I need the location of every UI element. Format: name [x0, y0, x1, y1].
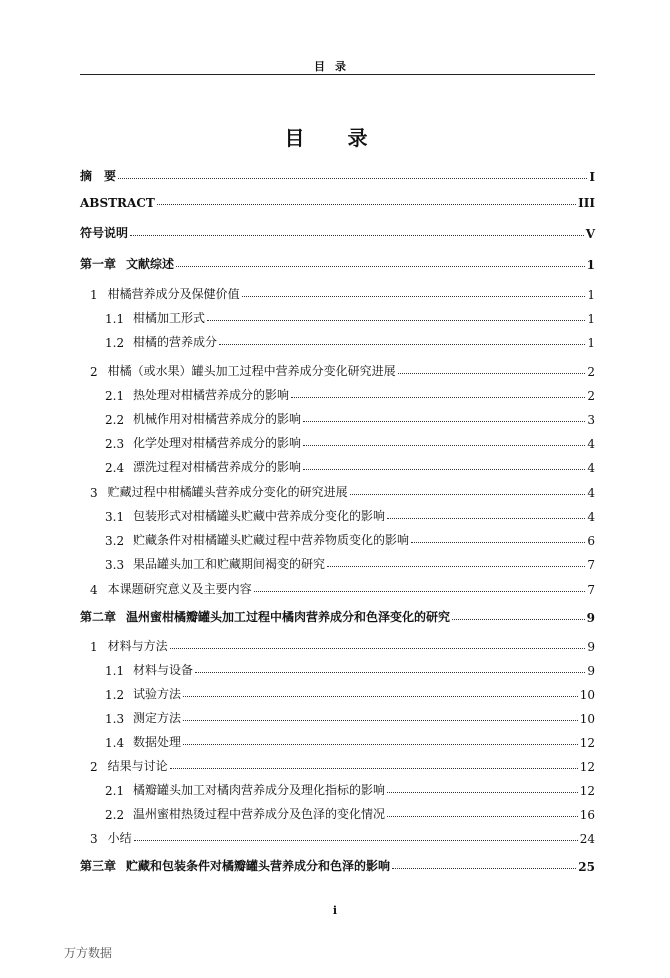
toc-entry-page: I — [589, 170, 595, 184]
dot-leader — [387, 816, 578, 817]
toc-entry-number: 1 — [90, 288, 98, 302]
toc-entry-page: 7 — [587, 558, 595, 572]
toc-entry-title: ABSTRACT — [80, 196, 155, 210]
toc-entry-title: 化学处理对柑橘营养成分的影响 — [133, 436, 302, 450]
toc-entry-number: 3.3 — [105, 558, 125, 572]
dot-leader — [452, 619, 585, 620]
toc-entry[interactable] — [80, 355, 595, 379]
toc-entry-page: 10 — [579, 688, 595, 702]
toc-entry-page: 9 — [587, 640, 595, 654]
toc-entry-page: V — [585, 227, 595, 241]
toc-entry[interactable] — [80, 403, 595, 427]
toc-entry-number: 3.2 — [105, 534, 125, 548]
toc-entry-page: 16 — [579, 808, 595, 822]
toc-entry-title: 柑橘的营养成分 — [133, 335, 218, 349]
toc-entry[interactable] — [80, 774, 595, 798]
toc-entry-number: 1 — [90, 640, 98, 654]
dot-leader — [195, 672, 585, 673]
page-number: i — [332, 904, 338, 917]
dot-leader — [134, 840, 578, 841]
toc-entry[interactable] — [80, 798, 595, 822]
toc-entry[interactable] — [80, 451, 595, 475]
toc-entry-title: 温州蜜柑热烫过程中营养成分及色泽的变化情况 — [133, 807, 386, 821]
toc-entry-page: 2 — [587, 389, 595, 403]
dot-leader — [183, 720, 578, 721]
dot-leader — [170, 768, 578, 769]
toc-entry-number: 1.2 — [105, 688, 125, 702]
toc-entry-number: 1.1 — [105, 664, 125, 678]
toc-entry[interactable] — [80, 160, 595, 184]
toc-entry-title: 柑橘营养成分及保健价值 — [107, 287, 240, 301]
toc-entry[interactable] — [80, 654, 595, 678]
toc-entry-title: 文献综述 — [126, 257, 175, 271]
toc-entry-number: 3 — [90, 832, 98, 846]
toc-entry[interactable] — [80, 476, 595, 500]
dot-leader — [303, 445, 585, 446]
toc-entry-number: 4 — [90, 583, 98, 597]
toc-entry-title: 符号说明 — [80, 226, 129, 240]
toc-entry-number: 2.2 — [105, 413, 125, 427]
toc-entry-title: 橘瓣罐头加工对橘肉营养成分及理化指标的影响 — [133, 783, 386, 797]
toc-entry-page: 3 — [587, 413, 595, 427]
toc-entry-title: 材料与方法 — [107, 639, 168, 653]
toc-entry-title: 贮藏过程中柑橘罐头营养成分变化的研究进展 — [107, 485, 348, 499]
dot-leader — [303, 421, 585, 422]
toc-entry-page: 24 — [579, 832, 595, 846]
toc-entry[interactable] — [80, 850, 595, 874]
toc-entry[interactable] — [80, 500, 595, 524]
toc-entry-title: 数据处理 — [133, 735, 182, 749]
toc-entry[interactable] — [80, 524, 595, 548]
toc-entry[interactable] — [80, 326, 595, 350]
toc-entry-page: 12 — [579, 736, 595, 750]
toc-entry-number: 第三章 — [80, 859, 117, 873]
toc-entry-title: 摘 要 — [80, 169, 117, 183]
toc-entry-number: 2.1 — [105, 784, 125, 798]
toc-entry-number: 3 — [90, 486, 98, 500]
toc-entry-title: 果品罐头加工和贮藏期间褐变的研究 — [133, 557, 326, 571]
toc-entry-title: 漂洗过程对柑橘营养成分的影响 — [133, 460, 302, 474]
dot-leader — [242, 296, 586, 297]
toc-entry-title: 温州蜜柑橘瓣罐头加工过程中橘肉营养成分和色泽变化的研究 — [126, 610, 451, 624]
toc-entry-title: 包装形式对柑橘罐头贮藏中营养成分变化的影响 — [133, 509, 386, 523]
toc-entry-page: 2 — [587, 365, 595, 379]
toc-entry-page: 1 — [587, 312, 595, 326]
header-rule — [80, 74, 595, 75]
toc-entry-number: 2 — [90, 365, 98, 379]
toc-entry-title: 材料与设备 — [133, 663, 194, 677]
toc-entry-number: 2 — [90, 760, 98, 774]
dot-leader — [176, 266, 585, 267]
toc-entry-number: 第一章 — [80, 257, 117, 271]
dot-leader — [183, 744, 578, 745]
toc-entry-page: 12 — [579, 760, 595, 774]
toc-entry-page: 4 — [587, 437, 595, 451]
toc-entry[interactable] — [80, 278, 595, 302]
toc-entry-number: 2.2 — [105, 808, 125, 822]
dot-leader — [118, 178, 587, 179]
dot-leader — [254, 591, 586, 592]
dot-leader — [387, 518, 585, 519]
toc-entry-page: 4 — [587, 486, 595, 500]
toc-entry-title: 柑橘（或水果）罐头加工过程中营养成分变化研究进展 — [107, 364, 396, 378]
page-title: 目 录 — [284, 126, 386, 150]
toc-entry-page: 1 — [587, 336, 595, 350]
toc-entry[interactable] — [80, 678, 595, 702]
toc-entry-title: 试验方法 — [133, 687, 182, 701]
dot-leader — [207, 320, 585, 321]
toc-entry-page: 9 — [586, 611, 595, 625]
toc-entry-number: 第二章 — [80, 610, 117, 624]
toc-entry-page: 4 — [587, 510, 595, 524]
toc-entry-number: 3.1 — [105, 510, 125, 524]
toc-entry-title: 小结 — [107, 831, 132, 845]
toc-entry-page: 1 — [587, 288, 595, 302]
toc-entry[interactable] — [80, 302, 595, 326]
toc-entry[interactable] — [80, 186, 595, 210]
toc-entry-number: 1.1 — [105, 312, 125, 326]
toc-entry-number: 2.3 — [105, 437, 125, 451]
dot-leader — [303, 469, 585, 470]
toc-entry-page: 25 — [578, 860, 595, 874]
dot-leader — [350, 494, 586, 495]
toc-entry-page: 7 — [587, 583, 595, 597]
toc-entry-title: 贮藏条件对柑橘罐头贮藏过程中营养物质变化的影响 — [133, 533, 410, 547]
dot-leader — [387, 792, 578, 793]
dot-leader — [392, 868, 576, 869]
toc-entry-title: 贮藏和包装条件对橘瓣罐头营养成分和色泽的影响 — [126, 859, 391, 873]
toc-entry-page: 6 — [587, 534, 595, 548]
running-header: 目录 — [314, 60, 356, 73]
dot-leader — [170, 648, 586, 649]
toc-entry-title: 本课题研究意义及主要内容 — [107, 582, 252, 596]
toc-entry[interactable] — [80, 630, 595, 654]
dot-leader — [398, 373, 586, 374]
toc-entry[interactable] — [80, 822, 595, 846]
toc-entry[interactable] — [80, 750, 595, 774]
toc-entry[interactable] — [80, 601, 595, 625]
dot-leader — [219, 344, 585, 345]
toc-entry[interactable] — [80, 217, 595, 241]
toc-entry-title: 柑橘加工形式 — [133, 311, 206, 325]
toc-entry-number: 2.1 — [105, 389, 125, 403]
dot-leader — [183, 696, 578, 697]
toc-entry-page: 9 — [587, 664, 595, 678]
toc-entry[interactable] — [80, 427, 595, 451]
toc-entry-page: 10 — [579, 712, 595, 726]
toc-entry[interactable] — [80, 379, 595, 403]
watermark: 万方数据 — [64, 946, 113, 960]
toc-entry-page: 12 — [579, 784, 595, 798]
toc-entry[interactable] — [80, 573, 595, 597]
dot-leader — [157, 204, 576, 205]
toc-entry-number: 1.2 — [105, 336, 125, 350]
toc-entry-title: 机械作用对柑橘营养成分的影响 — [133, 412, 302, 426]
toc-entry[interactable] — [80, 726, 595, 750]
toc-entry-number: 1.3 — [105, 712, 125, 726]
toc-entry-page: 4 — [587, 461, 595, 475]
toc-entry-number: 1.4 — [105, 736, 125, 750]
toc-entry-number: 2.4 — [105, 461, 125, 475]
dot-leader — [291, 397, 585, 398]
toc-entry-page: III — [578, 196, 595, 210]
toc-entry[interactable] — [80, 548, 595, 572]
toc-entry-title: 热处理对柑橘营养成分的影响 — [133, 388, 290, 402]
dot-leader — [411, 542, 585, 543]
toc-entry[interactable] — [80, 702, 595, 726]
toc-entry-page: 1 — [586, 258, 595, 272]
dot-leader — [130, 235, 584, 236]
toc-entry-title: 结果与讨论 — [107, 759, 168, 773]
dot-leader — [327, 566, 585, 567]
toc-entry-title: 测定方法 — [133, 711, 182, 725]
toc-entry[interactable] — [80, 248, 595, 272]
